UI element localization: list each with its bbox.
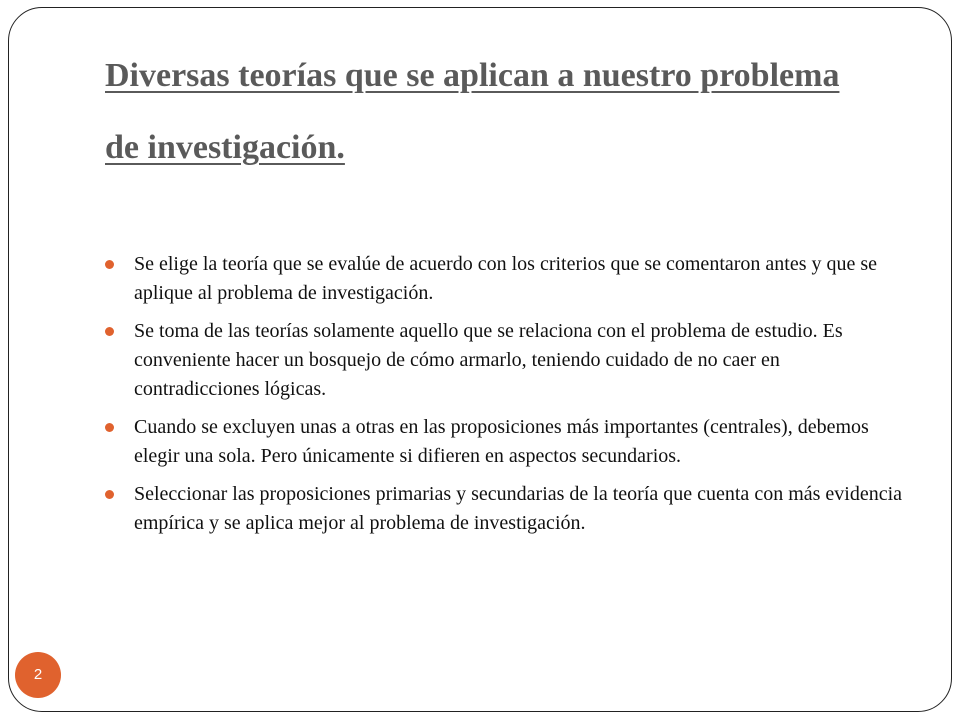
bullet-dot-icon: [105, 260, 114, 269]
bullet-item: [105, 480, 905, 538]
bullet-dot-icon: [105, 423, 114, 432]
bullet-dot-icon: [105, 490, 114, 499]
bullet-item: [105, 413, 905, 471]
page-number-badge: 2: [15, 652, 61, 698]
bullet-dot-icon: [105, 327, 114, 336]
bullet-text: Cuando se excluyen unas a otras en las proposiciones más importantes (centrales), debemos elegir una sola. Pero únicamente si difieren en aspectos secundarios.: [134, 416, 869, 467]
bullet-item: [105, 317, 905, 404]
bullet-text: Se toma de las teorías solamente aquello que se relaciona con el problema de estudio. Es conveniente hacer un bosquejo de cómo armarlo, teniendo cuidado de no caer en contradicciones lógicas.: [134, 320, 843, 400]
bullet-item: [105, 250, 905, 308]
slide-title: Diversas teorías que se aplican a nuestro problema de investigación.: [105, 57, 840, 166]
bullet-text: Se elige la teoría que se evalúe de acuerdo con los criterios que se comentaron antes y que se aplique al problema de investigación.: [134, 253, 878, 304]
bullet-text: Seleccionar las proposiciones primarias y secundarias de la teoría que cuenta con más evidencia empírica y se aplica mejor al problema de investigación.: [134, 483, 903, 534]
bullet-list: [105, 250, 905, 547]
